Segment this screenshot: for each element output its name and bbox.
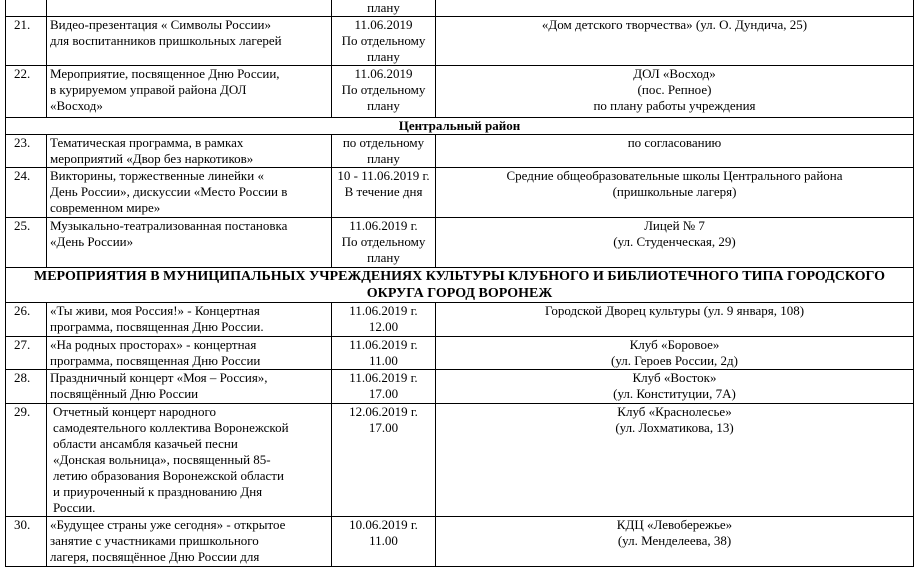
cell-line: (пос. Репное) <box>637 82 712 97</box>
cell-line: 11.06.2019 г. <box>349 303 418 318</box>
cell-line: Клуб «Восток» <box>632 370 717 385</box>
cell-line: (ул. Менделеева, 38) <box>617 533 732 548</box>
row-number: 24. <box>6 168 47 218</box>
cell-line: КДЦ «Левобережье» <box>616 517 733 532</box>
table-row <box>6 66 914 118</box>
row-number: 29. <box>6 404 47 517</box>
cell-line: современном мире» <box>50 200 161 215</box>
date-cell <box>332 517 436 567</box>
cell-line: лагеря, посвящённое Дню России для <box>50 549 260 564</box>
cell-line: Отчетный концерт народного <box>53 404 216 419</box>
cell-line: плану <box>367 98 400 113</box>
cell-line: программа, посвященная Дню России. <box>50 319 264 334</box>
cell-line: (ул. Лохматикова, 13) <box>615 420 734 435</box>
date-cell <box>332 135 436 168</box>
table-row <box>6 168 914 218</box>
row-number: 28. <box>6 370 47 404</box>
date-cell <box>332 303 436 337</box>
cell-line: 11.00 <box>369 353 398 368</box>
cell-line: для воспитанников пришкольных лагерей <box>50 33 282 48</box>
cell-line: Тематическая программа, в рамках <box>50 135 244 150</box>
cell-line: 17.00 <box>368 386 399 401</box>
cell-line: 12.00 <box>368 319 399 334</box>
table-row <box>6 303 914 337</box>
cell-line: «День России» <box>50 234 134 249</box>
row-number: 23. <box>6 135 47 168</box>
cell-line: программа, посвященная Дню России <box>50 353 261 368</box>
cell-line: 11.06.2019 <box>354 66 413 81</box>
event-cell <box>47 17 332 66</box>
table-row <box>6 218 914 268</box>
event-cell <box>47 370 332 404</box>
cell-line: 12.06.2019 г. <box>349 404 418 419</box>
date-cell <box>332 218 436 268</box>
event-cell <box>47 218 332 268</box>
cell-line: 17.00 <box>368 420 399 435</box>
section-row <box>6 118 914 135</box>
events-table-body <box>6 0 914 567</box>
venue-cell <box>436 337 914 370</box>
table-row <box>6 17 914 66</box>
cell-line: посвящённый Дню России <box>50 386 199 401</box>
table-row <box>6 370 914 404</box>
cell-line: «На родных просторах» - концертная <box>50 337 257 352</box>
cell-line: (пришкольные лагеря) <box>612 184 737 199</box>
venue-cell <box>436 404 914 517</box>
table-row <box>6 135 914 168</box>
date-cell <box>332 17 436 66</box>
event-cell <box>47 168 332 218</box>
row-number: 26. <box>6 303 47 337</box>
cell-line: В течение дня <box>344 184 423 199</box>
cell-line: России. <box>53 500 96 515</box>
section-title: Центральный район <box>6 118 914 135</box>
cell-line: По отдельному <box>341 33 426 48</box>
cell-line: «Ты живи, моя Россия!» - Концертная <box>50 303 260 318</box>
cell-line: Средние общеобразовательные школы Центрального района <box>506 168 843 183</box>
cell-line: занятие с участниками пришкольного <box>50 533 259 548</box>
cell-line: Городской Дворец культуры (ул. 9 января, 108) <box>544 303 805 318</box>
section-header-title <box>6 268 914 303</box>
cell-line: Лицей № 7 <box>644 218 705 233</box>
cell-line: плану <box>367 151 400 166</box>
event-cell <box>47 66 332 118</box>
event-cell <box>47 404 332 517</box>
cell-line: 11.06.2019 г. <box>349 337 418 352</box>
cell-line: 11.06.2019 <box>354 17 413 32</box>
cell-line: самодеятельного коллектива Воронежской <box>53 420 289 435</box>
event-cell <box>47 517 332 567</box>
venue-cell <box>436 135 914 168</box>
table-row <box>6 517 914 567</box>
table-row <box>6 0 914 17</box>
venue-cell <box>436 17 914 66</box>
cell-line: Викторины, торжественные линейки « <box>50 168 264 183</box>
cell-line: ДОЛ «Восход» <box>633 66 716 81</box>
cell-line: 11.06.2019 г. <box>349 370 418 385</box>
cell-line: 11.00 <box>369 533 398 548</box>
cell-line: 11.06.2019 г. <box>349 218 418 233</box>
event-cell <box>47 135 332 168</box>
event-cell <box>47 0 332 17</box>
cell-line: Праздничный концерт «Моя – Россия», <box>50 370 268 385</box>
cell-line: и приуроченный к празднованию Дня <box>53 484 263 499</box>
cell-line: плану <box>367 0 400 15</box>
cell-line: «Восход» <box>50 98 103 113</box>
section-header-row <box>6 268 914 303</box>
cell-line: (ул. Героев России, 2д) <box>611 353 738 368</box>
cell-line: области ансамбля казачьей песни <box>53 436 238 451</box>
row-number: 22. <box>6 66 47 118</box>
event-cell <box>47 337 332 370</box>
cell-line: (ул. Конституции, 7А) <box>613 386 736 401</box>
date-cell <box>332 168 436 218</box>
cell-line: «Дом детского творчества» (ул. О. Дундича, 25) <box>541 17 808 32</box>
date-cell <box>332 404 436 517</box>
cell-line: По отдельному <box>341 234 426 249</box>
cell-line: Клуб «Боровое» <box>629 337 720 352</box>
cell-line: «Будущее страны уже сегодня» - открытое <box>50 517 286 532</box>
cell-line: 10.06.2019 г. <box>349 517 418 532</box>
event-cell <box>47 303 332 337</box>
date-cell <box>332 370 436 404</box>
cell-line: плану <box>367 49 400 64</box>
cell-line: Видео-презентация « Символы России» <box>50 17 271 32</box>
cell-line: (ул. Студенческая, 29) <box>613 234 736 249</box>
cell-line: Клуб «Краснолесье» <box>617 404 732 419</box>
cell-line: летию образования Воронежской области <box>53 468 284 483</box>
cell-line: мероприятий «Двор без наркотиков» <box>50 151 254 166</box>
date-cell <box>332 0 436 17</box>
events-table <box>5 0 914 567</box>
cell-line: День России», дискуссии «Место России в <box>50 184 288 199</box>
row-number: 30. <box>6 517 47 567</box>
row-number: 25. <box>6 218 47 268</box>
row-number: 21. <box>6 17 47 66</box>
date-cell <box>332 66 436 118</box>
cell-line: плану <box>367 250 400 265</box>
cell-line: «Донская вольница», посвященный 85- <box>53 452 271 467</box>
venue-cell <box>436 370 914 404</box>
venue-cell <box>436 303 914 337</box>
venue-cell <box>436 218 914 268</box>
date-cell <box>332 337 436 370</box>
cell-line: По отдельному <box>341 82 426 97</box>
venue-cell <box>436 168 914 218</box>
row-number <box>6 0 47 17</box>
cell-line: по плану работы учреждения <box>593 98 756 113</box>
cell-line: Мероприятие, посвященное Дню России, <box>50 66 280 81</box>
venue-cell <box>436 66 914 118</box>
cell-line: по отдельному <box>342 135 425 150</box>
venue-cell <box>436 517 914 567</box>
cell-line: ОКРУГА ГОРОД ВОРОНЕЖ <box>366 286 553 301</box>
cell-line: Музыкально-театрализованная постановка <box>50 218 288 233</box>
row-number: 27. <box>6 337 47 370</box>
table-row <box>6 337 914 370</box>
cell-line: 10 - 11.06.2019 г. <box>337 168 430 183</box>
cell-line: по согласованию <box>627 135 722 150</box>
table-row <box>6 404 914 517</box>
cell-line: МЕРОПРИЯТИЯ В МУНИЦИПАЛЬНЫХ УЧРЕЖДЕНИЯХ КУЛЬТУРЫ КЛУБНОГО И БИБЛИОТЕЧНОГО ТИПА ГОРОДСКОГО <box>34 269 885 284</box>
venue-cell <box>436 0 914 17</box>
cell-line: в курируемом управой района ДОЛ <box>50 82 247 97</box>
